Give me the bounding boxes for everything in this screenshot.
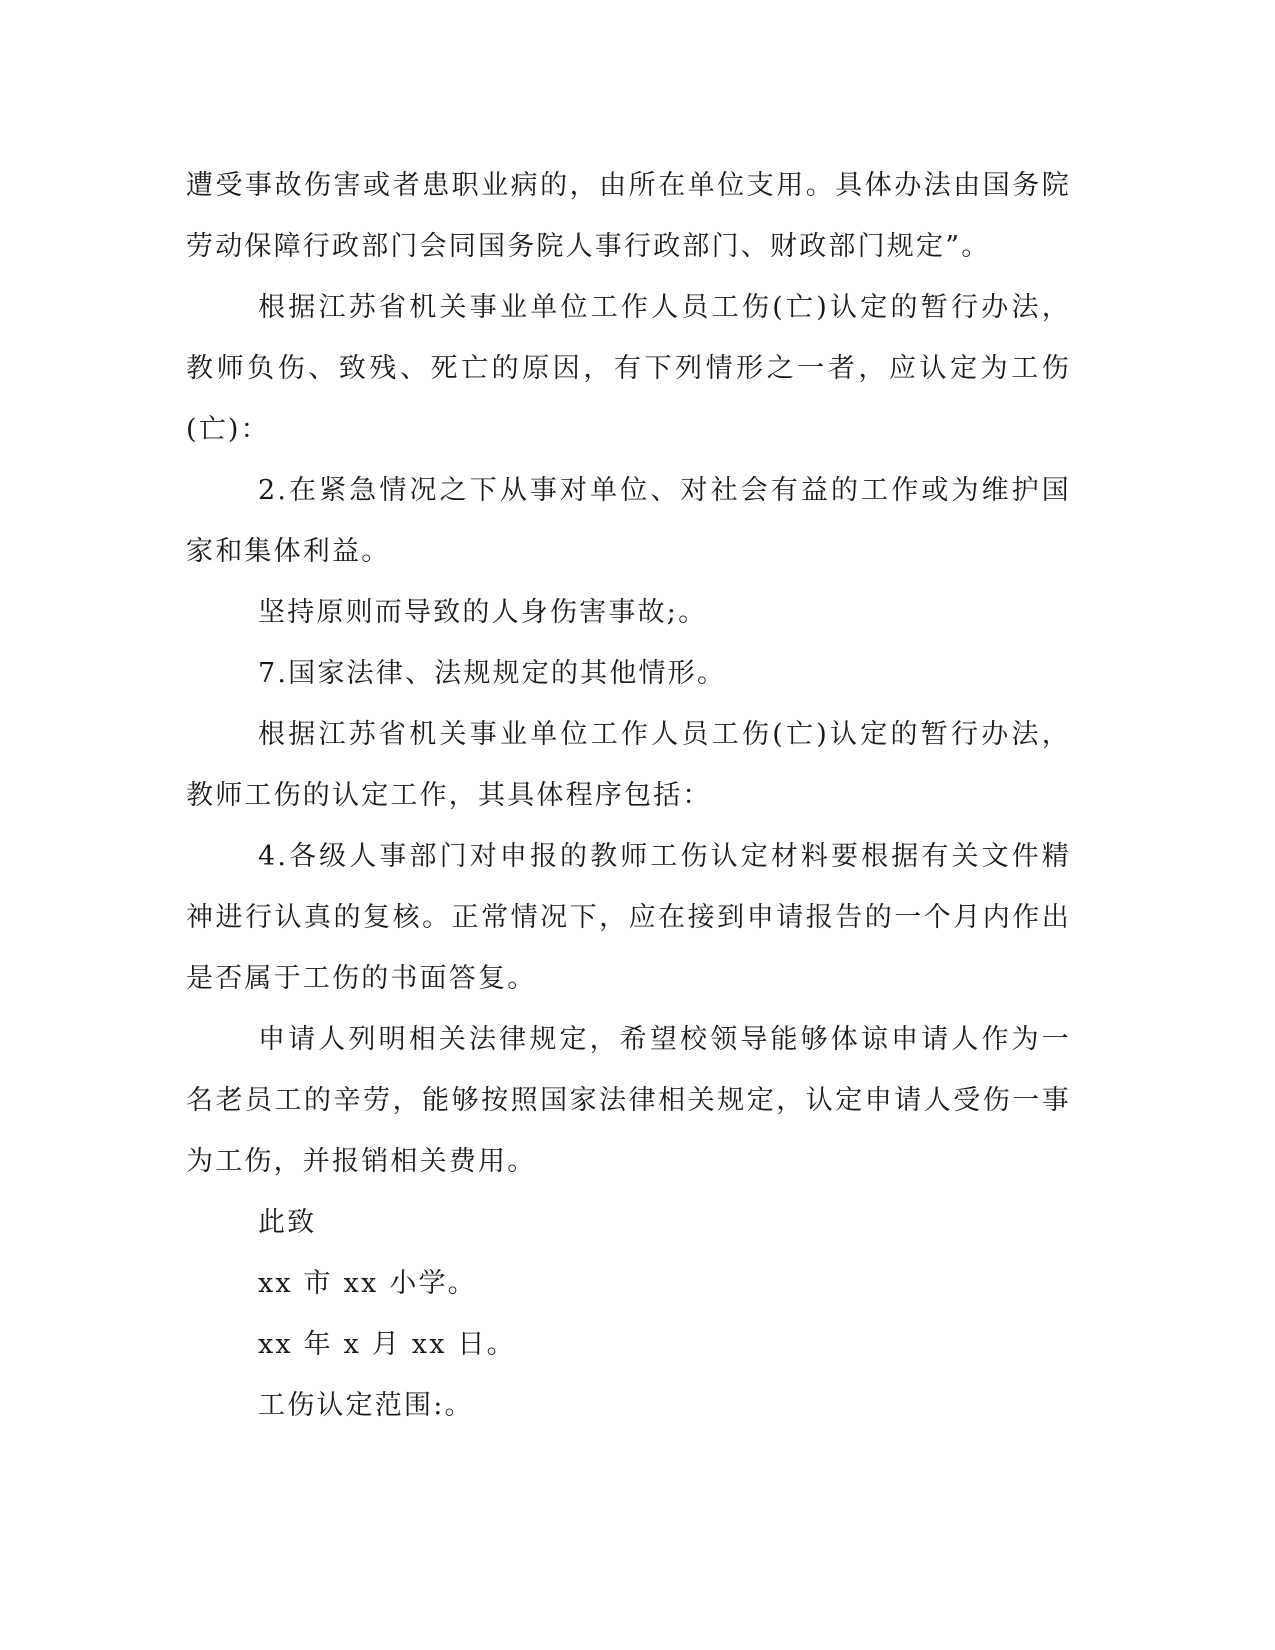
paragraph-item-4-review: 4.各级人事部门对申报的教师工伤认定材料要根据有关文件精神进行认真的复核。正常情况下，应在接到申请报告的一个月内作出是否属于工伤的书面答复。 [186, 841, 1071, 994]
paragraph-applicant-request: 申请人列明相关法律规定，希望校领导能够体谅申请人作为一名老员工的辛劳，能够按照国家法律相关规定，认定申请人受伤一事为工伤，并报销相关费用。 [186, 1024, 1071, 1177]
paragraph-item-2-emergency: 2.在紧急情况之下从事对单位、对社会有益的工作或为维护国家和集体利益。 [186, 475, 1071, 567]
document-body [186, 155, 1071, 1436]
closing-salutation: 此致 [258, 1207, 317, 1238]
recipient-school: xx 市 xx 小学。 [258, 1268, 477, 1299]
paragraph-jiangsu-measures-procedure: 根据江苏省机关事业单位工作人员工伤(亡)认定的暂行办法，教师工伤的认定工作，其具体程序包括： [186, 719, 1071, 811]
paragraph-principle-injury: 坚持原则而导致的人身伤害事故;。 [258, 597, 708, 628]
paragraph-accident-funding: 遭受事故伤害或者患职业病的，由所在单位支用。具体办法由国务院劳动保障行政部门会同国务院人事行政部门、财政部门规定”。 [186, 170, 1071, 262]
letter-date: xx 年 x 月 xx 日。 [258, 1329, 516, 1360]
section-heading-scope: 工伤认定范围:。 [258, 1390, 474, 1421]
paragraph-item-7-other: 7.国家法律、法规规定的其他情形。 [258, 658, 727, 689]
paragraph-jiangsu-measures-cases: 根据江苏省机关事业单位工作人员工伤(亡)认定的暂行办法，教师负伤、致残、死亡的原因，有下列情形之一者，应认定为工伤(亡)： [186, 292, 1071, 445]
